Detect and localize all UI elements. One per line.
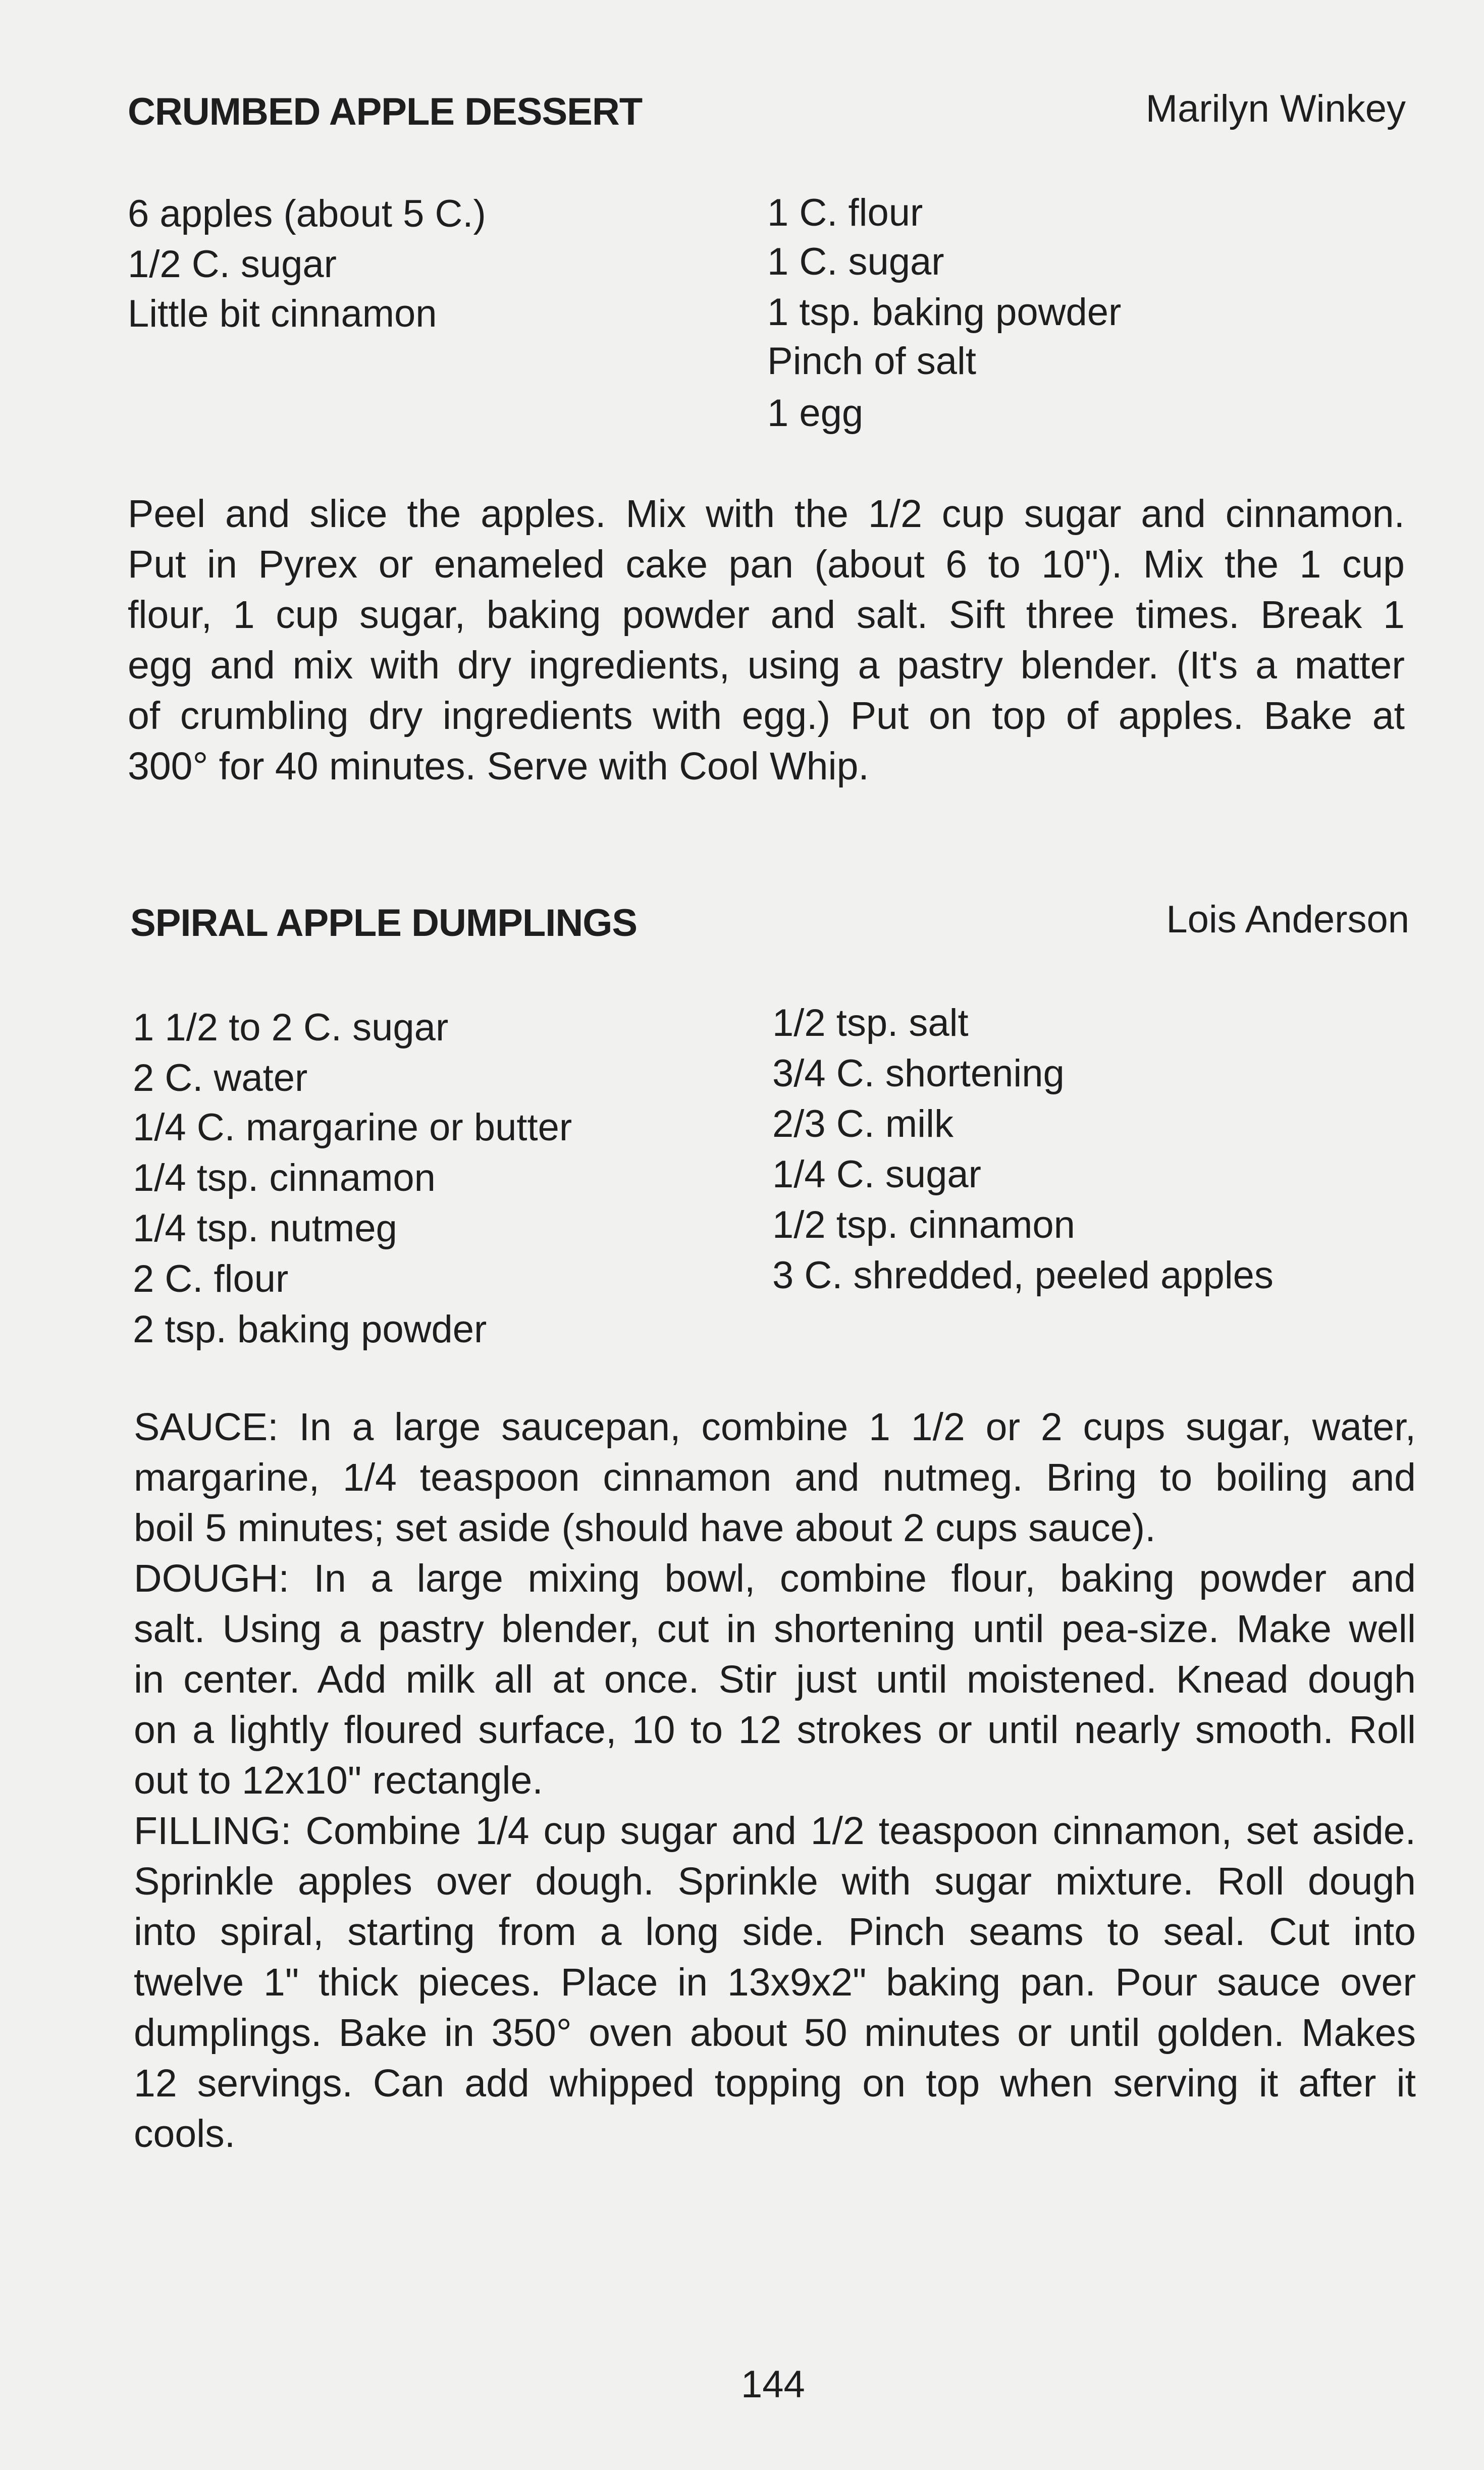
- recipe2-instruction-line: in center. Add milk all at once. Stir just until moistened. Knead dough: [134, 1658, 1416, 1701]
- recipe2-instruction-line: salt. Using a pastry blender, cut in shortening until pea-size. Make well: [134, 1607, 1416, 1651]
- recipe2-ingredient-left-2: 2 C. water: [133, 1057, 308, 1099]
- recipe1-instruction-line: Put in Pyrex or enameled cake pan (about 6 to 10"). Mix the 1 cup: [128, 543, 1405, 586]
- recipe2-ingredient-right-2: 3/4 C. shortening: [772, 1052, 1065, 1095]
- recipe1-instruction-line: flour, 1 cup sugar, baking powder and salt. Sift three times. Break 1: [128, 593, 1405, 637]
- recipe1-ingredient-right-5: 1 egg: [767, 392, 864, 435]
- recipe2-instruction-line: cools.: [134, 2112, 236, 2156]
- page-number: 144: [741, 2363, 805, 2406]
- recipe1-ingredient-right-2: 1 C. sugar: [767, 240, 944, 283]
- recipe2-ingredient-right-5: 1/2 tsp. cinnamon: [772, 1203, 1075, 1246]
- recipe1-ingredient-right-4: Pinch of salt: [767, 340, 976, 383]
- recipe2-instructions: [134, 1402, 1416, 2159]
- recipe2-ingredient-right-4: 1/4 C. sugar: [772, 1153, 981, 1196]
- recipe2-ingredient-left-7: 2 tsp. baking powder: [133, 1308, 487, 1351]
- recipe2-instruction-line: DOUGH: In a large mixing bowl, combine flour, baking powder and: [134, 1557, 1416, 1600]
- recipe2-instruction-line: margarine, 1/4 teaspoon cinnamon and nutmeg. Bring to boiling and: [134, 1456, 1416, 1499]
- recipe2-author: Lois Anderson: [1166, 898, 1409, 941]
- recipe1-instruction-line: 300° for 40 minutes. Serve with Cool Whip.: [128, 745, 869, 788]
- recipe2-instruction-line: boil 5 minutes; set aside (should have about 2 cups sauce).: [134, 1506, 1156, 1550]
- recipe1-ingredient-right-3: 1 tsp. baking powder: [767, 291, 1122, 334]
- recipe1-instruction-line: Peel and slice the apples. Mix with the 1/2 cup sugar and cinnamon.: [128, 492, 1405, 536]
- recipe2-instruction-line: 12 servings. Can add whipped topping on top when serving it after it: [134, 2062, 1416, 2105]
- recipe2-ingredient-right-6: 3 C. shredded, peeled apples: [772, 1254, 1274, 1297]
- recipe1-ingredient-left-1: 6 apples (about 5 C.): [128, 192, 486, 235]
- recipe2-instruction-line: out to 12x10" rectangle.: [134, 1759, 543, 1802]
- recipe1-title: CRUMBED APPLE DESSERT: [128, 90, 643, 133]
- recipe2-instruction-line: FILLING: Combine 1/4 cup sugar and 1/2 teaspoon cinnamon, set aside.: [134, 1809, 1416, 1853]
- recipe1-instructions: [128, 489, 1405, 792]
- recipe2-instruction-line: dumplings. Bake in 350° oven about 50 minutes or until golden. Makes: [134, 2011, 1416, 2055]
- recipe2-ingredient-left-4: 1/4 tsp. cinnamon: [133, 1157, 436, 1199]
- recipe2-ingredient-left-3: 1/4 C. margarine or butter: [133, 1106, 572, 1149]
- recipe2-title: SPIRAL APPLE DUMPLINGS: [130, 902, 638, 944]
- recipe2-ingredient-left-1: 1 1/2 to 2 C. sugar: [133, 1006, 449, 1049]
- recipe2-ingredient-right-1: 1/2 tsp. salt: [772, 1002, 969, 1044]
- recipe2-ingredient-left-5: 1/4 tsp. nutmeg: [133, 1207, 397, 1250]
- recipe2-ingredient-right-3: 2/3 C. milk: [772, 1102, 953, 1145]
- recipe1-ingredient-left-3: Little bit cinnamon: [128, 292, 437, 335]
- recipe2-ingredient-left-6: 2 C. flour: [133, 1257, 289, 1300]
- recipe1-author: Marilyn Winkey: [1145, 87, 1406, 130]
- recipe1-instruction-line: egg and mix with dry ingredients, using a pastry blender. (It's a matter: [128, 644, 1405, 687]
- recipe2-instruction-line: into spiral, starting from a long side. Pinch seams to seal. Cut into: [134, 1910, 1416, 1954]
- recipe2-instruction-line: SAUCE: In a large saucepan, combine 1 1/2 or 2 cups sugar, water,: [134, 1405, 1416, 1449]
- recipe2-instruction-line: Sprinkle apples over dough. Sprinkle with sugar mixture. Roll dough: [134, 1860, 1416, 1903]
- recipe1-instruction-line: of crumbling dry ingredients with egg.) Put on top of apples. Bake at: [128, 694, 1405, 738]
- recipe2-instruction-line: twelve 1" thick pieces. Place in 13x9x2" baking pan. Pour sauce over: [134, 1961, 1416, 2004]
- recipe1-ingredient-left-2: 1/2 C. sugar: [128, 243, 337, 286]
- recipe2-instruction-line: on a lightly floured surface, 10 to 12 strokes or until nearly smooth. Roll: [134, 1708, 1416, 1752]
- recipe1-ingredient-right-1: 1 C. flour: [767, 191, 923, 234]
